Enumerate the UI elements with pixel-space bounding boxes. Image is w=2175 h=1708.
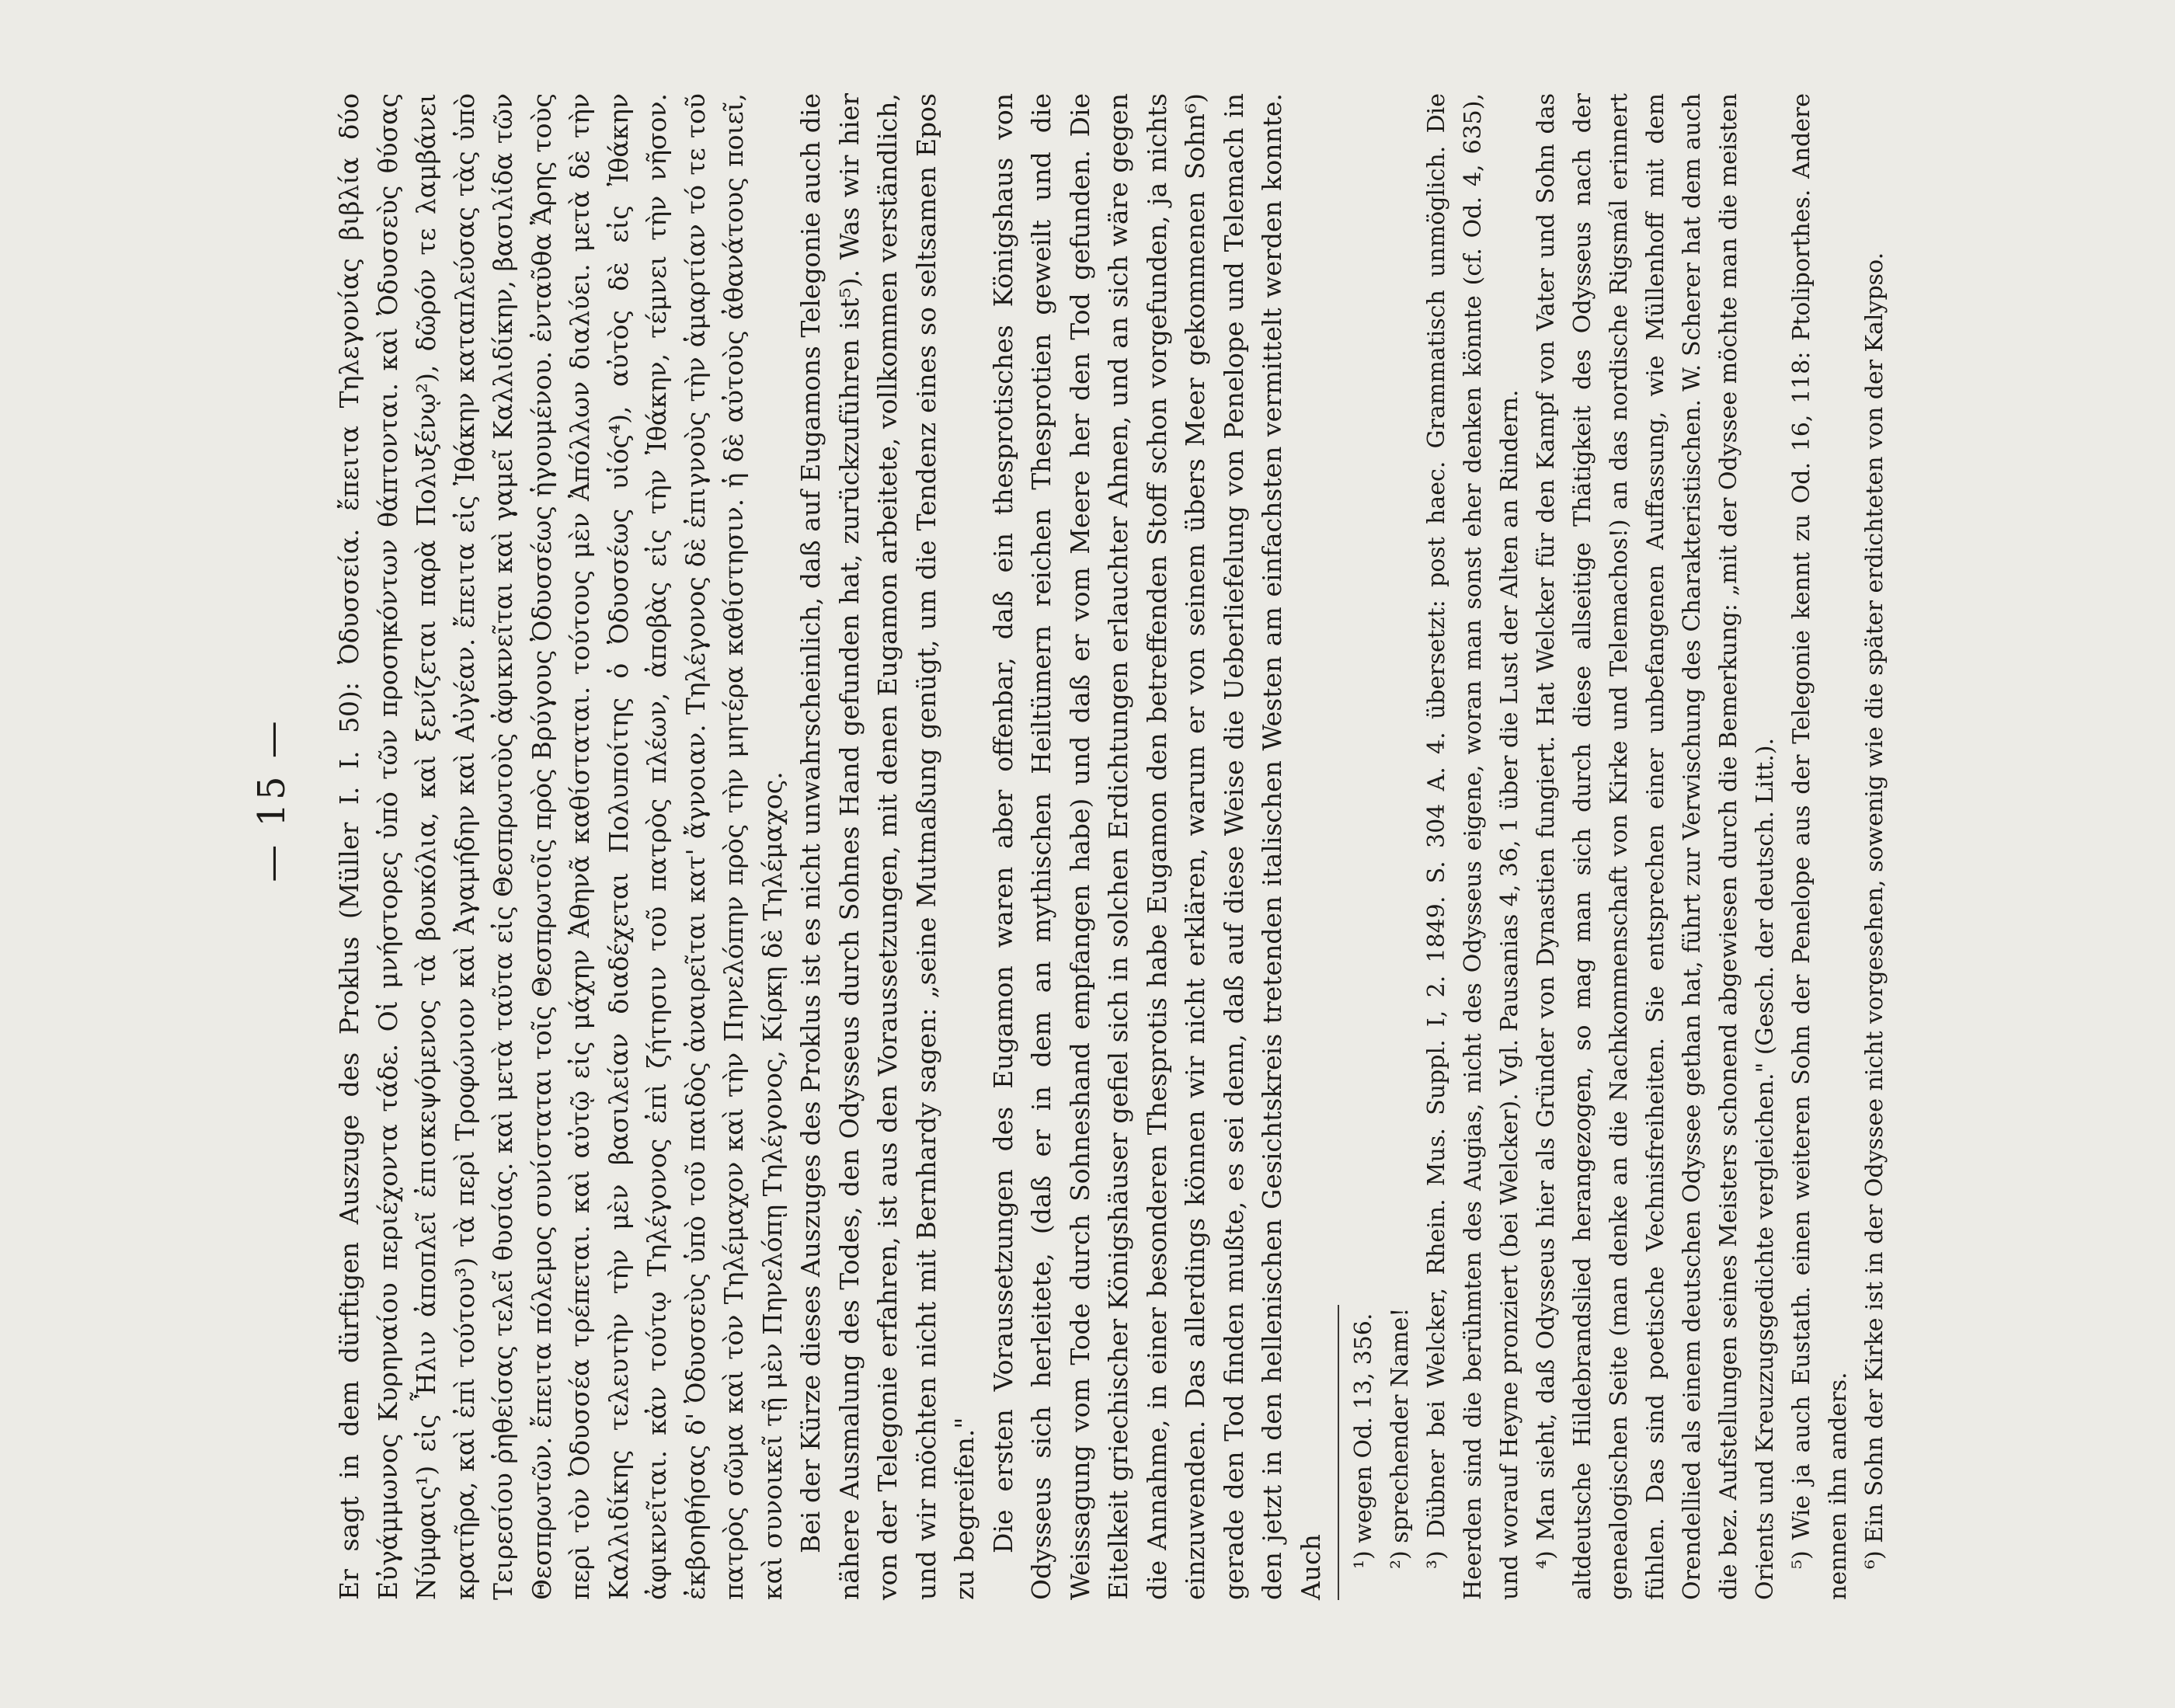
footnote-1: ¹) wegen Od. 13, 356. bbox=[1350, 1313, 1377, 1569]
paragraph-proclus-excerpt: Er sagt in dem dürftigen Auszuge des Proklus (Müller I. I. 50): Ὀδυσσεία. ἔπειτα Τηλεγονίας βιβλία δύο Εὐγάμμωνος Κυρηναίου περιέχοντα τάδε. Οἱ μνήστορες ὑπὸ τῶν προσηκόντων θάπτονται. καὶ Ὀδυσσεὺς θύσας Νύμφαις¹) εἰς Ἦλιν ἀποπλεῖ ἐπισκεψόμενος τὰ βουκόλια, καὶ ξενίζεται παρὰ Πολυξένῳ²), δῶρόν τε λαμβάνει κρατῆρα, καὶ ἐπὶ τούτου³) τὰ περὶ Τροφώνιον καὶ Ἀγαμήδην καὶ Αὐγέαν. ἔπειτα εἰς Ἰθάκην καταπλεύσας τὰς ὑπὸ Τειρεσίου ῥηθείσας τελεῖ θυσίας. καὶ μετὰ ταῦτα εἰς Θεσπρωτοὺς ἀφικνεῖται καὶ γαμεῖ Καλλιδίκην, βασιλίδα τῶν Θεσπρωτῶν. ἔπειτα πόλεμος συνίσταται τοῖς Θεσπρωτοῖς πρὸς Βρύγους Ὀδυσσέως ἡγουμένου. ἐνταῦθα Ἄρης τοὺς περὶ τὸν Ὀδυσσέα τρέπεται. καὶ αὐτῷ εἰς μάχην Ἀθηνᾶ καθίσταται. τούτους μὲν Ἀπόλλων διαλύει. μετὰ δὲ τὴν Καλλιδίκης τελευτὴν τὴν μὲν βασιλείαν διαδέχεται Πολυποίτης ὁ Ὀδυσσέως υἱός⁴), αὐτὸς δὲ εἰς Ἰθάκην ἀφικνεῖται. κἀν τούτῳ Τηλέγονος ἐπὶ ζήτησιν τοῦ πατρὸς πλέων, ἀποβὰς εἰς τὴν Ἰθάκην, τέμνει τὴν νῆσον. ἐκβοηθήσας δ' Ὀδυσσεὺς ὑπὸ τοῦ παιδὸς ἀναιρεῖται κατ' ἄγνοιαν. Τηλέγονος δὲ ἐπιγνοὺς τὴν ἁμαρτίαν τό τε τοῦ πατρὸς σῶμα καὶ τὸν Τηλέμαχον καὶ τὴν Πηνελόπην πρὸς τὴν μητέρα καθίστησιν. ἡ δὲ αὐτοὺς ἀθανάτους ποιεῖ, καὶ συνοικεῖ τῇ μὲν Πηνελόπῃ Τηλέγονος, Κίρκῃ δὲ Τηλέμαχος. bbox=[334, 93, 788, 1600]
paragraph-telegonie-brevity: Bei der Kürze dieses Auszuges des Proklus ist es nicht unwahrscheinlich, daß auf Eugamons Telegonie auch die nähere Ausmalung des Todes, den Odysseus durch Sohnes Hand gefunden hat, zurückzuführen ist⁵). Was wir hier von der Telegonie erfahren, ist aus den Voraussetzungen, mit denen Eugamon arbeitete, vollkommen verständlich, und wir möchten nicht mit Bernhardy sagen: „seine Mutmaßung genügt, um die Tendenz eines so seltsamen Epos zu begreifen." bbox=[795, 93, 980, 1600]
footnote-5: ⁵) Wie ja auch Eustath. einen weiteren Sohn der Penelope aus der Telegonie kennt zu Od. 16, 118: Ptoliporthes. Andere nennen ihn anders. bbox=[1788, 93, 1852, 1600]
footnote-3: ³) Dübner bei Welcker, Rhein. Mus. Suppl. I, 2. 1849. S. 304 A. 4. übersetzt: post haec. Grammatisch unmöglich. Die Heerden sind die berühmten des Augias, nicht des Odysseus eigene, woran man sonst eher denken könnte (cf. Od. 4, 635), und worauf Heyne pronziert (bei Welcker). Vgl. Pausanias 4, 36, 1 über die Lust der Alten an Rindern. bbox=[1423, 93, 1523, 1600]
footnote-4: ⁴) Man sieht, daß Odysseus hier als Gründer von Dynastien fungiert. Hat Welcker für den Kampf von Vater und Sohn das altdeutsche Hildebrandslied herangezogen, so mag man sich durch diese allseitige Thätigkeit des Odysseus nach der genealogischen Seite (man denke an die Nachkommenschaft von Kirke und Telemachos!) an das nordische Rigsmál erinnert fühlen. Das sind poetische Vechnisfreiheiten. Sie entsprechen einer unbefangenen Auffassung, wie Müllenhoff mit dem Orendellied als einem deutschen Odyssee gethan hat, führt zur Verwischung des Charakteristischen. W. Scherer hat dem auch die bez. Aufstellungen seines Meisters schonend abgewiesen durch die Bemerkung: „mit der Odyssee möchte man die meisten Orients und Kreuzzugsgedichte vergleichen." (Gesch. der deutsch. Litt.). bbox=[1533, 93, 1779, 1600]
main-text bbox=[330, 93, 1330, 1600]
book-page bbox=[214, 62, 1992, 1631]
footnote-separator bbox=[1338, 1305, 1339, 1600]
page-number: — 15 — bbox=[250, 718, 294, 882]
footnote-2: ²) sprechender Name! bbox=[1387, 1307, 1414, 1569]
footnotes bbox=[1345, 93, 1893, 1600]
footnote-6: ⁶) Ein Sohn der Kirke ist in der Odyssee nicht vorgesehen, sowenig wie die später erdichteten von der Kalypso. bbox=[1861, 252, 1888, 1569]
paragraph-eugamon-premises: Die ersten Voraussetzungen des Eugamon waren aber offenbar, daß ein thesprotisches Königshaus von Odysseus sich herleitete, (daß er in dem an mythischen Heiltümern reichen Thesprotien geweilt und die Weissagung vom Tode durch Sohneshand empfangen habe) und daß er vom Meere her den Tod gefunden. Die Eitelkeit griechischer Königshäuser gefiel sich in solchen Erdichtungen erlauchter Ahnen, und an sich wäre gegen die Annahme, in einer besonderen Thesprotis habe Eugamon den betreffenden Stoff schon vorgefunden, ja nichts einzuwenden. Das allerdings können wir nicht erklären, warum er von seinem übers Meer gekommenen Sohn⁶) gerade den Tod finden mußte, es sei denn, daß auf diese Weise die Ueberliefelung von Penelope und Telemach in den jetzt in den hellenischen Gesichtskreis tretenden italischen Westen am einfachsten vermittelt werden konnte. Auch bbox=[987, 93, 1326, 1600]
